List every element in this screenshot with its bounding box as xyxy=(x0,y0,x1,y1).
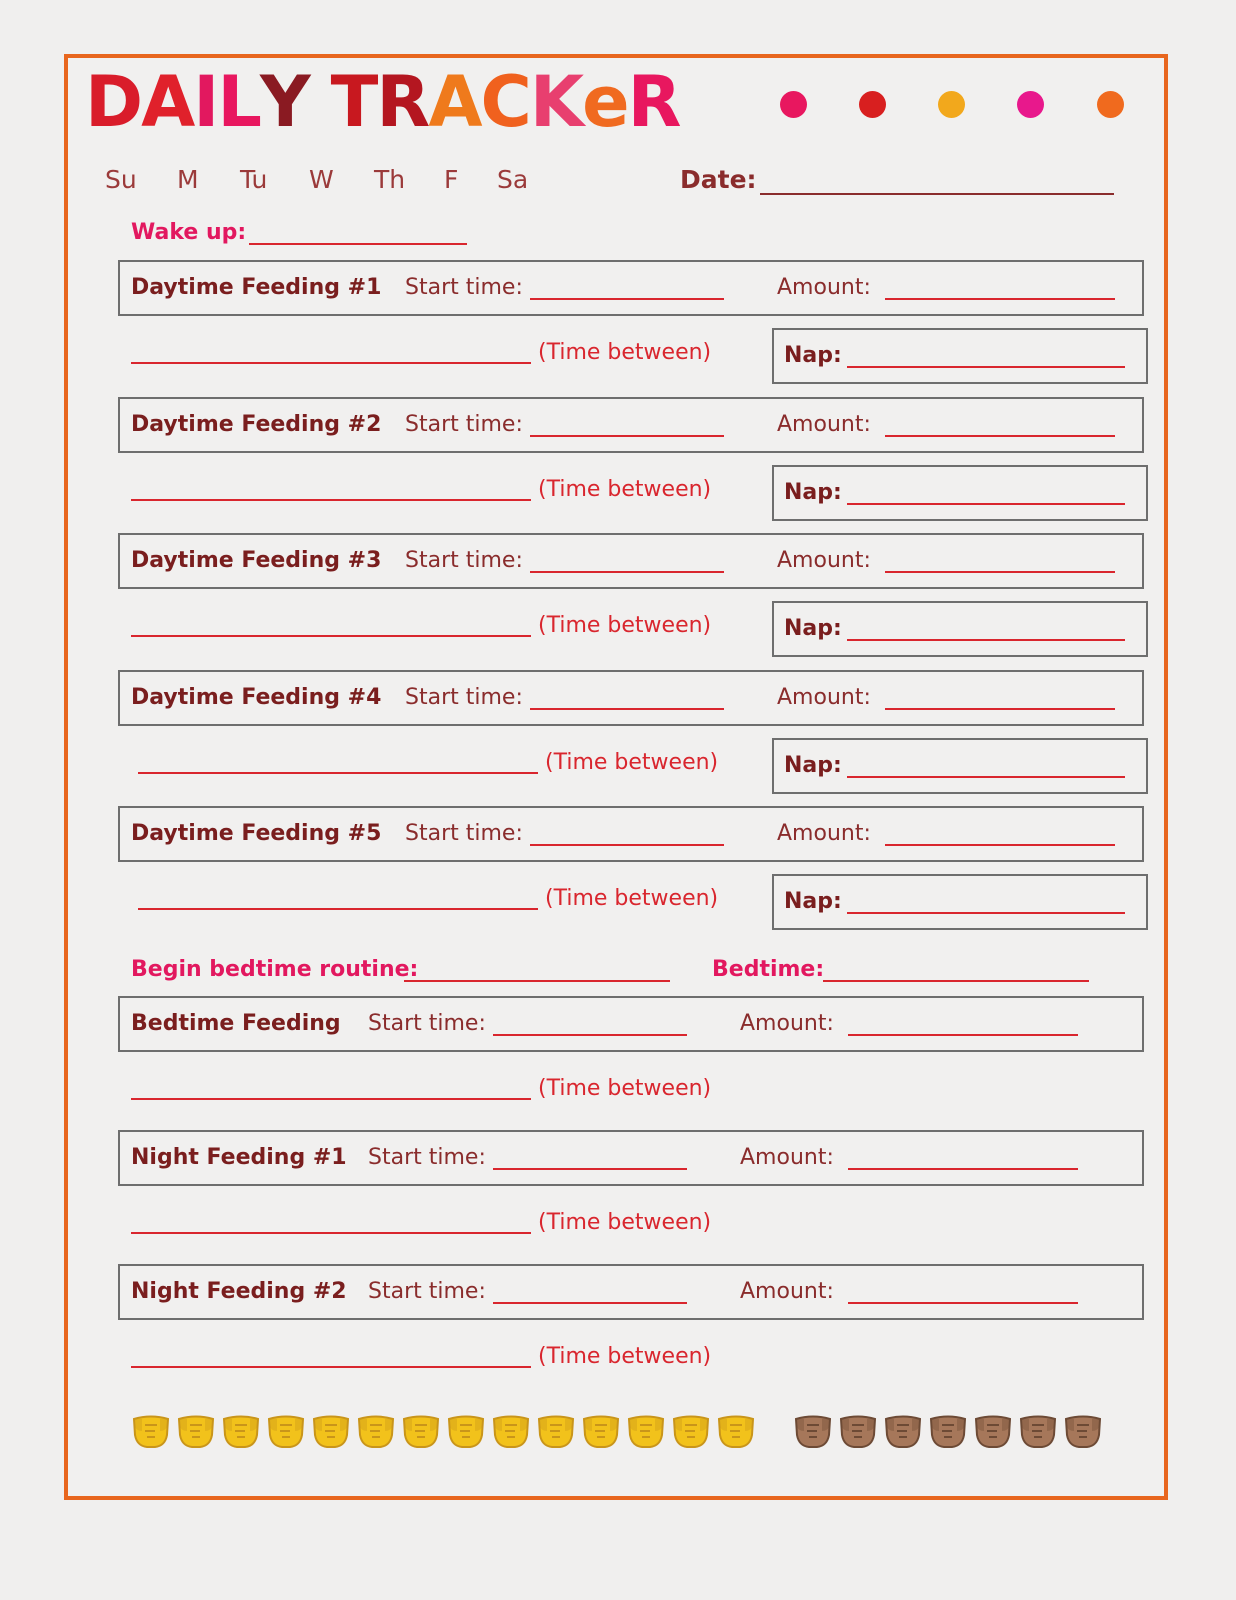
feeding-title: Daytime Feeding #3 xyxy=(131,548,382,573)
start-time-field[interactable] xyxy=(493,1034,687,1036)
dirty-diaper-icon[interactable] xyxy=(973,1413,1013,1449)
weekday-sa[interactable]: Sa xyxy=(497,165,529,194)
weekday-tu[interactable]: Tu xyxy=(240,165,268,194)
wake-up-label: Wake up: xyxy=(131,220,247,245)
dirty-diaper-icon[interactable] xyxy=(1063,1413,1103,1449)
wet-diaper-icon[interactable] xyxy=(491,1413,531,1449)
dirty-diaper-icon[interactable] xyxy=(1018,1413,1058,1449)
amount-field[interactable] xyxy=(848,1034,1078,1036)
title-letter: R xyxy=(627,61,680,143)
nap-field[interactable] xyxy=(847,776,1125,778)
nap-label: Nap: xyxy=(784,343,842,368)
amount-label: Amount: xyxy=(740,1279,834,1304)
title-letter: D xyxy=(85,61,142,143)
page-title xyxy=(85,62,680,142)
nap-label: Nap: xyxy=(784,479,842,505)
bedtime-field[interactable] xyxy=(823,980,1089,982)
wet-diaper-icon[interactable] xyxy=(356,1413,396,1449)
amount-label: Amount: xyxy=(777,821,871,846)
time-between-label: (Time between) xyxy=(545,749,719,775)
time-between-label: (Time between) xyxy=(545,886,719,911)
start-time-label: Start time: xyxy=(405,411,523,437)
weekday-w[interactable]: W xyxy=(309,165,334,194)
dirty-diaper-icon[interactable] xyxy=(883,1413,923,1449)
title-letter xyxy=(309,62,331,142)
wake-up-field[interactable] xyxy=(249,243,467,245)
decorative-dot xyxy=(938,91,965,118)
title-letter: A xyxy=(141,61,194,143)
amount-field[interactable] xyxy=(885,708,1115,710)
amount-field[interactable] xyxy=(848,1168,1078,1170)
title-letter: L xyxy=(217,61,260,143)
start-time-label: Start time: xyxy=(368,1145,486,1170)
wet-diaper-icon[interactable] xyxy=(176,1413,216,1449)
nap-field[interactable] xyxy=(847,503,1125,505)
date-field[interactable] xyxy=(760,193,1114,195)
feeding-title: Daytime Feeding #2 xyxy=(131,411,382,437)
title-letter: C xyxy=(480,61,530,143)
start-time-field[interactable] xyxy=(530,298,724,300)
time-between-field[interactable] xyxy=(131,499,531,501)
start-time-label: Start time: xyxy=(368,1279,486,1304)
amount-field[interactable] xyxy=(885,571,1115,573)
wet-diaper-icon[interactable] xyxy=(221,1413,261,1449)
feeding-title: Bedtime Feeding xyxy=(131,1011,341,1036)
wet-diaper-icon[interactable] xyxy=(671,1413,711,1449)
title-letter: A xyxy=(428,61,481,143)
title-letter: e xyxy=(582,61,628,143)
weekday-su[interactable]: Su xyxy=(105,165,137,194)
time-between-label: (Time between) xyxy=(538,1210,712,1235)
start-time-field[interactable] xyxy=(493,1168,687,1170)
amount-label: Amount: xyxy=(740,1011,834,1036)
nap-label: Nap: xyxy=(784,752,842,778)
begin-bedtime-label: Begin bedtime routine: xyxy=(131,957,419,982)
nap-field[interactable] xyxy=(847,366,1125,368)
weekday-m[interactable]: M xyxy=(177,165,199,194)
time-between-label: (Time between) xyxy=(538,613,712,638)
decorative-dot xyxy=(1097,91,1124,118)
start-time-field[interactable] xyxy=(530,571,724,573)
nap-label: Nap: xyxy=(784,616,842,641)
wet-diaper-icon[interactable] xyxy=(311,1413,351,1449)
start-time-label: Start time: xyxy=(368,1011,486,1036)
weekday-f[interactable]: F xyxy=(444,165,459,194)
start-time-field[interactable] xyxy=(493,1302,687,1304)
title-letter: K xyxy=(529,61,583,143)
amount-label: Amount: xyxy=(777,548,871,573)
amount-label: Amount: xyxy=(740,1145,834,1170)
feeding-title: Daytime Feeding #1 xyxy=(131,275,382,300)
decorative-dot xyxy=(859,91,886,118)
time-between-field[interactable] xyxy=(131,1098,531,1100)
feeding-title: Daytime Feeding #4 xyxy=(131,684,382,710)
wet-diaper-icon[interactable] xyxy=(536,1413,576,1449)
amount-field[interactable] xyxy=(885,844,1115,846)
start-time-field[interactable] xyxy=(530,708,724,710)
wet-diaper-icon[interactable] xyxy=(401,1413,441,1449)
amount-label: Amount: xyxy=(777,275,871,300)
decorative-dot xyxy=(1017,91,1044,118)
title-letter: T xyxy=(330,61,377,143)
dirty-diaper-icon[interactable] xyxy=(928,1413,968,1449)
title-letter: I xyxy=(193,61,218,143)
start-time-label: Start time: xyxy=(405,548,523,573)
time-between-field[interactable] xyxy=(131,1232,531,1234)
dirty-diaper-icon[interactable] xyxy=(838,1413,878,1449)
nap-field[interactable] xyxy=(847,912,1125,914)
title-letter: R xyxy=(376,61,429,143)
time-between-label: (Time between) xyxy=(538,340,712,365)
wet-diaper-icon[interactable] xyxy=(266,1413,306,1449)
time-between-label: (Time between) xyxy=(538,1076,712,1101)
feeding-title: Night Feeding #1 xyxy=(131,1145,347,1170)
wet-diaper-icon[interactable] xyxy=(626,1413,666,1449)
feeding-title: Night Feeding #2 xyxy=(131,1279,347,1304)
title-letter: Y xyxy=(259,61,309,143)
time-between-field[interactable] xyxy=(138,772,538,774)
start-time-label: Start time: xyxy=(405,275,523,300)
amount-field[interactable] xyxy=(885,435,1115,437)
amount-label: Amount: xyxy=(777,411,871,437)
amount-field[interactable] xyxy=(885,298,1115,300)
time-between-label: (Time between) xyxy=(538,1344,712,1369)
time-between-field[interactable] xyxy=(138,908,538,910)
begin-bedtime-field[interactable] xyxy=(404,980,670,982)
dirty-diaper-icon[interactable] xyxy=(793,1413,833,1449)
weekday-th[interactable]: Th xyxy=(374,165,406,194)
bedtime-label: Bedtime: xyxy=(712,957,825,982)
start-time-field[interactable] xyxy=(530,844,724,846)
wet-diaper-icon[interactable] xyxy=(131,1413,171,1449)
nap-label: Nap: xyxy=(784,889,842,914)
amount-label: Amount: xyxy=(777,684,871,710)
time-between-field[interactable] xyxy=(131,635,531,637)
wet-diaper-icon[interactable] xyxy=(716,1413,756,1449)
wet-diaper-icon[interactable] xyxy=(446,1413,486,1449)
date-label: Date: xyxy=(680,165,757,194)
wet-diaper-icon[interactable] xyxy=(581,1413,621,1449)
start-time-label: Start time: xyxy=(405,684,523,710)
time-between-label: (Time between) xyxy=(538,476,712,502)
time-between-field[interactable] xyxy=(131,362,531,364)
start-time-label: Start time: xyxy=(405,821,523,846)
time-between-field[interactable] xyxy=(131,1366,531,1368)
feeding-title: Daytime Feeding #5 xyxy=(131,821,382,846)
start-time-field[interactable] xyxy=(530,435,724,437)
nap-field[interactable] xyxy=(847,639,1125,641)
amount-field[interactable] xyxy=(848,1302,1078,1304)
decorative-dot xyxy=(780,91,807,118)
